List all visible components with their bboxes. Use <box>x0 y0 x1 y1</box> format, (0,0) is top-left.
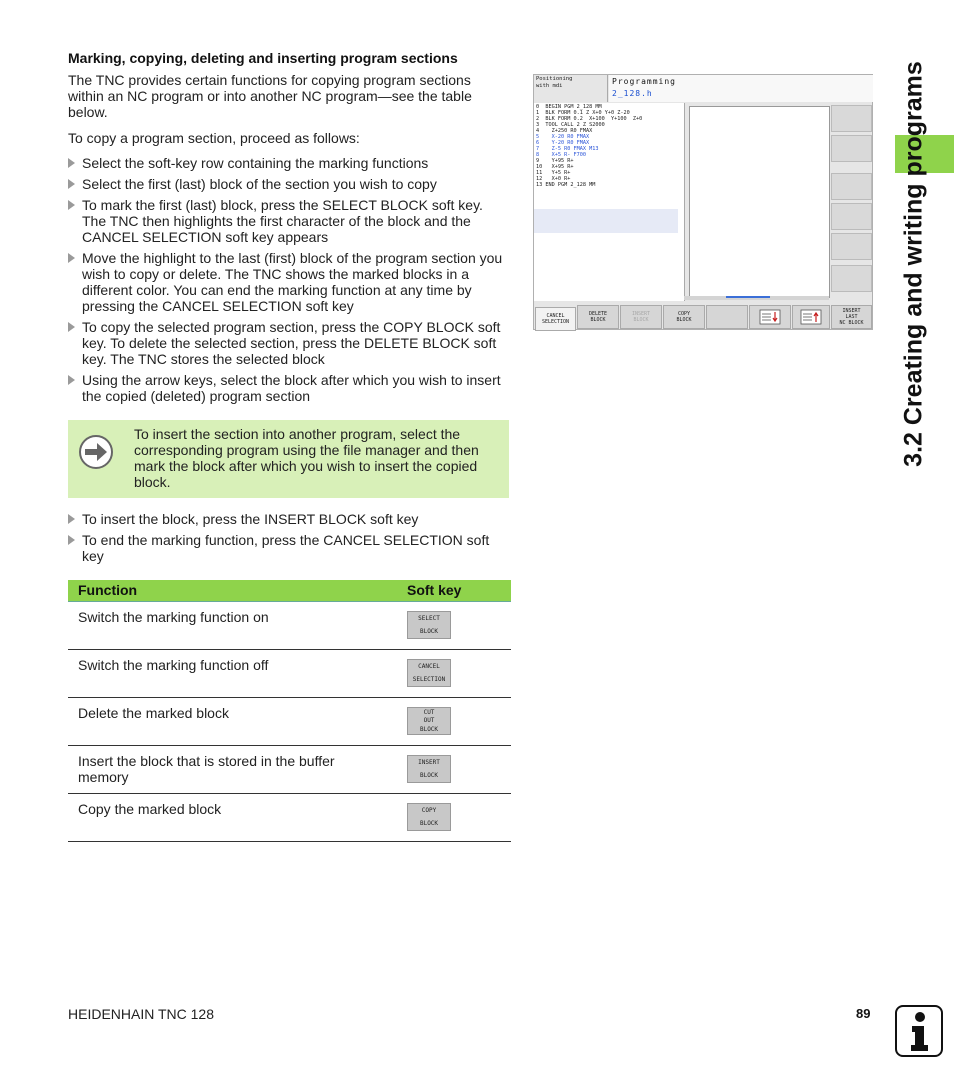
program-line: 10 X+95 R+ <box>536 164 574 170</box>
cut-out-block-softkey[interactable]: CUT OUT BLOCK <box>407 707 451 735</box>
program-line: 3 TOOL CALL 2 Z S2000 <box>536 122 605 128</box>
program-line: 1 BLK FORM 0.1 Z X+0 Y+0 Z-20 <box>536 110 630 116</box>
chapter-title: 3.2 Creating and writing programs <box>899 61 928 467</box>
scroll-down-softkey[interactable] <box>749 305 791 329</box>
mode-title: Programming <box>612 77 676 86</box>
triangle-bullet-icon <box>68 535 75 545</box>
vertical-softkey[interactable] <box>831 203 872 230</box>
step-item: To copy the selected program section, press the COPY BLOCK soft key. To delete the selected section, press the DELETE BLOCK soft key. The TNC stores the selected block <box>68 319 510 367</box>
select-block-softkey[interactable]: SELECT BLOCK <box>407 611 451 639</box>
program-line: 6 Y-20 R0 FMAX <box>536 140 590 146</box>
function-table <box>68 580 511 842</box>
insert-last-nc-block-softkey[interactable]: INSERT LAST NC BLOCK <box>831 305 872 329</box>
step-item: To end the marking function, press the CANCEL SELECTION soft key <box>68 532 510 564</box>
tnc-screen <box>533 74 873 330</box>
step-item: To insert the block, press the INSERT BLOCK soft key <box>68 511 510 527</box>
graphics-window <box>689 106 830 298</box>
triangle-bullet-icon <box>68 200 75 210</box>
program-line: 12 X+0 R+ <box>536 176 571 182</box>
table-row: Switch the marking function off CANCEL SELECTION <box>68 650 511 698</box>
program-line: 2 BLK FORM 0.2 X+100 Y+100 Z+0 <box>536 116 643 122</box>
triangle-bullet-icon <box>68 179 75 189</box>
step-item: Select the first (last) block of the section you wish to copy <box>68 176 510 192</box>
program-listing[interactable] <box>534 103 685 301</box>
arrow-up-icon <box>800 309 822 325</box>
program-line: 9 Y+95 R+ <box>536 158 574 164</box>
triangle-bullet-icon <box>68 322 75 332</box>
insert-block-softkey-disabled: INSERT BLOCK <box>620 305 662 329</box>
programming-header <box>609 75 873 102</box>
cancel-selection-softkey[interactable]: CANCEL SELECTION <box>535 307 576 331</box>
intro-paragraph: The TNC provides certain functions for copying program sections within an NC program or into another NC program—see the table below. <box>68 72 472 120</box>
table-row: Delete the marked block CUT OUT BLOCK <box>68 698 511 746</box>
vertical-softkey[interactable] <box>831 265 872 292</box>
delete-block-softkey[interactable]: DELETE BLOCK <box>577 305 619 329</box>
empty-softkey[interactable] <box>706 305 748 329</box>
vertical-softkey[interactable] <box>831 105 872 132</box>
copy-block-softkey[interactable]: COPY BLOCK <box>663 305 705 329</box>
info-icon <box>895 1005 943 1057</box>
column-softkey: Soft key <box>407 582 462 598</box>
triangle-bullet-icon <box>68 253 75 263</box>
triangle-bullet-icon <box>68 158 75 168</box>
arrow-down-icon <box>759 309 781 325</box>
program-line: 4 Z+250 R0 FMAX <box>536 128 593 134</box>
cancel-selection-softkey[interactable]: CANCEL SELECTION <box>407 659 451 687</box>
program-filename: 2_128.h <box>612 89 653 98</box>
step-item: Using the arrow keys, select the block after which you wish to insert the copied (deleted) program section <box>68 372 510 404</box>
vertical-softkey[interactable] <box>831 233 872 260</box>
footer-product: HEIDENHAIN TNC 128 <box>68 1006 215 1022</box>
vertical-softkey[interactable] <box>831 135 872 162</box>
insert-block-softkey[interactable]: INSERT BLOCK <box>407 755 451 783</box>
page-number: 89 <box>856 1006 871 1021</box>
triangle-bullet-icon <box>68 514 75 524</box>
table-header <box>68 580 511 602</box>
program-line: 8 X+5 R- F700 <box>536 152 586 158</box>
program-line: 5 X-20 R0 FMAX <box>536 134 590 140</box>
step-item: Move the highlight to the last (first) block of the program section you wish to copy or delete. The TNC shows the marked blocks in a different color. You can end the marking function at any time by pressing the CANCEL SELECTION soft key <box>68 250 510 314</box>
section-heading: Marking, copying, deleting and inserting program sections <box>68 50 458 66</box>
triangle-bullet-icon <box>68 375 75 385</box>
arrow-right-icon <box>78 434 114 470</box>
step-item: To mark the first (last) block, press the SELECT BLOCK soft key. The TNC then highlights the first character of the block and the CANCEL SELECTION soft key appears <box>68 197 510 245</box>
table-row: Copy the marked block COPY BLOCK <box>68 794 511 842</box>
marked-block-highlight <box>534 209 678 233</box>
scroll-up-softkey[interactable] <box>792 305 830 329</box>
copy-block-softkey[interactable]: COPY BLOCK <box>407 803 451 831</box>
machine-mode: Positioning with mdi <box>534 75 608 102</box>
note-box <box>68 420 509 498</box>
program-line: 11 Y+5 R+ <box>536 170 571 176</box>
procedure-intro: To copy a program section, proceed as follows: <box>68 130 360 146</box>
table-row: Insert the block that is stored in the buffer memory INSERT BLOCK <box>68 746 511 794</box>
step-item: Select the soft-key row containing the marking functions <box>68 155 510 171</box>
vertical-softkey[interactable] <box>831 173 872 200</box>
program-line: 13 END PGM 2_128 MM <box>536 182 596 188</box>
softkey-row-indicator <box>684 296 829 300</box>
program-line: 7 Z-5 R0 FMAX M13 <box>536 146 599 152</box>
program-line: 0 BEGIN PGM 2_128 MM <box>536 104 602 110</box>
column-function: Function <box>78 582 138 598</box>
table-row: Switch the marking function on SELECT BLOCK <box>68 602 511 650</box>
note-text: To insert the section into another program, select the corresponding program using the file manager and then mark the block after which you wish to insert the copied block. <box>134 426 479 490</box>
